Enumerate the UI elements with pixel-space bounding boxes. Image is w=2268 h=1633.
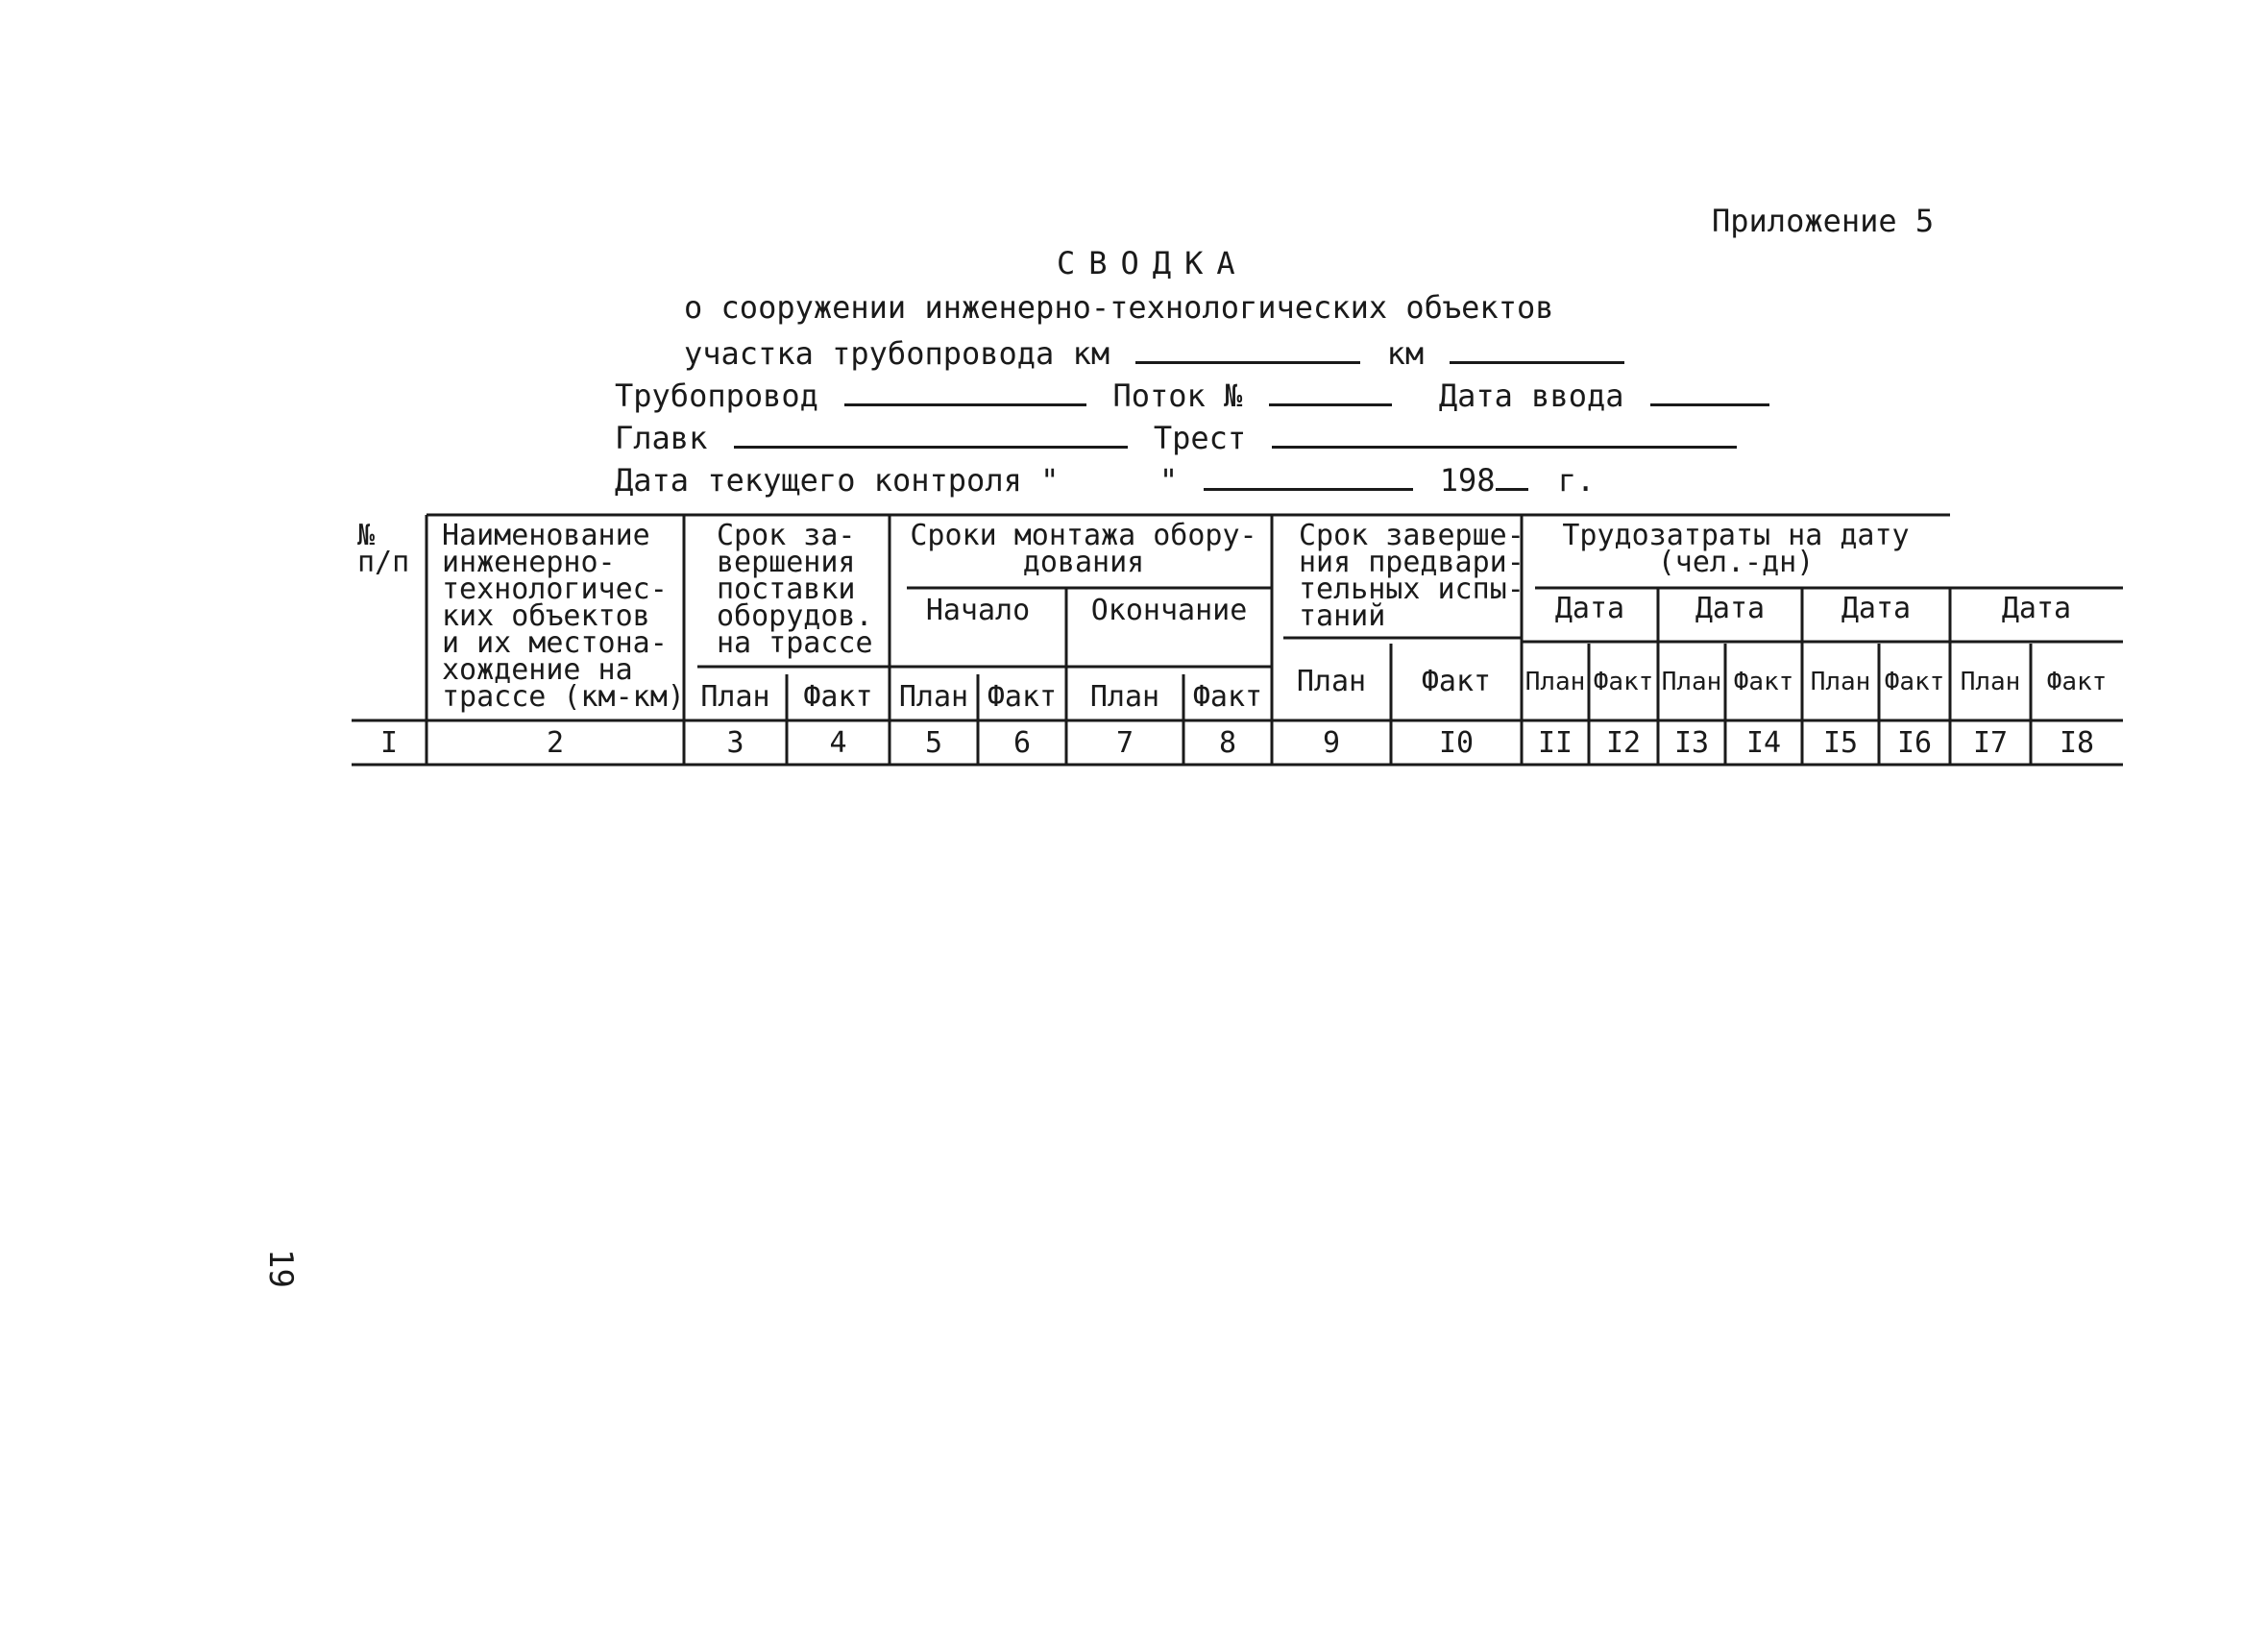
glavk-row	[615, 417, 1744, 455]
col-number-2: 2	[546, 726, 565, 760]
fact-12: Факт	[1593, 668, 1654, 696]
col-number-8: 8	[1218, 726, 1237, 760]
section-row	[684, 332, 1632, 371]
summary-table	[352, 513, 2123, 772]
col-number-7: 7	[1115, 726, 1134, 760]
header-end: Окончание	[1090, 594, 1248, 627]
col-number-17: I7	[1972, 726, 2009, 760]
header-start: Начало	[925, 594, 1031, 627]
document-title: СВОДКА	[1057, 245, 1249, 281]
header-testing-deadline: Срок заверше- ния предвари- тельных испы- таний	[1299, 519, 1524, 633]
year-field[interactable]	[1496, 459, 1528, 491]
col-number-1: I	[379, 726, 399, 760]
plan-9: План	[1296, 665, 1367, 698]
col-number-4: 4	[829, 726, 847, 760]
fact-4: Факт	[803, 680, 873, 714]
header-date-3: Дата	[1841, 592, 1912, 625]
pipeline-field[interactable]	[844, 375, 1086, 406]
control-date-row	[615, 459, 1595, 498]
year-suffix: г.	[1557, 462, 1596, 499]
header-date-1: Дата	[1554, 592, 1625, 625]
col-number-11: II	[1537, 726, 1573, 760]
plan-13: План	[1661, 668, 1722, 696]
header-installation-terms: Сроки монтажа обору- дования	[910, 519, 1257, 579]
fact-16: Факт	[1884, 668, 1945, 696]
km-unit: км	[1386, 335, 1425, 372]
fact-8: Факт	[1192, 680, 1263, 714]
km-from-field[interactable]	[1135, 332, 1360, 364]
pipeline-label: Трубопровод	[615, 378, 818, 414]
appendix-label: Приложение 5	[1712, 203, 1935, 239]
pipeline-row	[615, 375, 1777, 413]
fact-10: Факт	[1421, 665, 1492, 698]
col-number-12: I2	[1605, 726, 1642, 760]
header-number: № п/п	[357, 519, 410, 579]
section-label: участка трубопровода км	[684, 335, 1110, 372]
plan-11: План	[1524, 668, 1586, 696]
col-number-9: 9	[1322, 726, 1341, 760]
plan-7: План	[1089, 680, 1160, 714]
trust-label: Трест	[1153, 420, 1247, 456]
page-number: 19	[261, 1249, 300, 1288]
fact-14: Факт	[1733, 668, 1794, 696]
plan-17: План	[1960, 668, 2021, 696]
col-number-13: I3	[1673, 726, 1710, 760]
header-date-4: Дата	[2001, 592, 2072, 625]
header-labor-costs: Трудозатраты на дату (чел.-дн)	[1562, 519, 1910, 579]
col-number-10: I0	[1438, 726, 1475, 760]
plan-3: План	[700, 680, 770, 714]
header-delivery-deadline: Срок за- вершения поставки оборудов. на трассе	[717, 519, 873, 660]
col-number-18: I8	[2059, 726, 2095, 760]
col-number-14: I4	[1745, 726, 1782, 760]
input-date-field[interactable]	[1650, 375, 1769, 406]
col-number-15: I5	[1822, 726, 1859, 760]
flow-label: Поток №	[1112, 378, 1243, 414]
col-number-16: I6	[1896, 726, 1933, 760]
trust-field[interactable]	[1272, 417, 1737, 449]
km-to-field[interactable]	[1450, 332, 1624, 364]
fact-18: Факт	[2046, 668, 2108, 696]
plan-5: План	[898, 680, 969, 714]
control-date-quote: "	[1158, 462, 1179, 499]
day-field[interactable]	[1085, 459, 1134, 491]
input-date-label: Дата ввода	[1438, 378, 1624, 414]
plan-15: План	[1810, 668, 1871, 696]
col-number-3: 3	[726, 726, 744, 760]
glavk-field[interactable]	[734, 417, 1128, 449]
header-object-name: Наименование инженерно- технологичес- ких объектов и их местона- хождение на трассе (км-км)	[442, 519, 685, 714]
control-date-label: Дата текущего контроля "	[615, 462, 1060, 499]
col-number-6: 6	[1012, 726, 1032, 760]
fact-6: Факт	[987, 680, 1058, 714]
header-date-2: Дата	[1695, 592, 1766, 625]
glavk-label: Главк	[615, 420, 708, 456]
subtitle-line: о сооружении инженерно-технологических объектов	[684, 289, 1554, 326]
flow-field[interactable]	[1269, 375, 1392, 406]
year-prefix: 198	[1439, 462, 1496, 499]
month-field[interactable]	[1204, 459, 1413, 491]
col-number-5: 5	[924, 726, 943, 760]
